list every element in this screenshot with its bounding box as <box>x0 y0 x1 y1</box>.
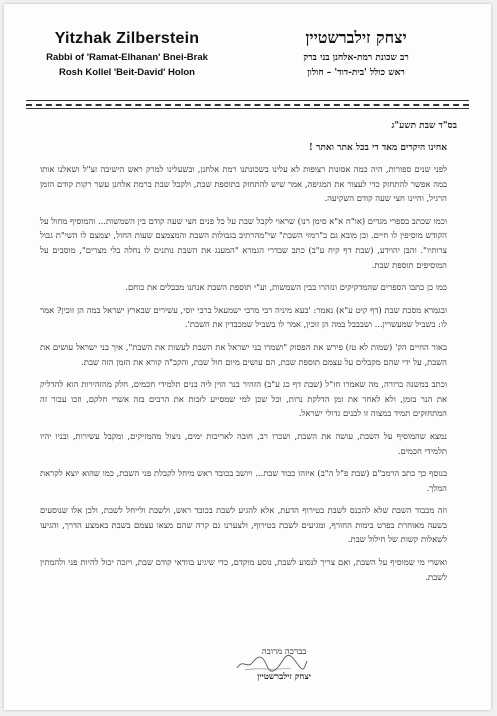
body-paragraph: באור החיים הק' (שמות לא טז) פירש את הפסוק "ושמרו בני ישראל את השבת לעשות את השבת", איך בני ישראל עושים את השבת, על ידי שהם מקבלים על עצמם תוספת שבת, הם עושים מיום חול שבת, והקב"ה קורא את הזמן הזה שבת. <box>40 341 447 367</box>
handwritten-signature <box>233 652 309 674</box>
letterhead-divider-top <box>26 100 469 101</box>
letter-body <box>40 162 447 592</box>
signatory-name: יצחק זילברשטיין <box>257 672 311 682</box>
letterhead-position-hebrew: ראש כולל 'בית-דוד' – חולון <box>307 68 405 78</box>
body-paragraph: נמצא שהמוסיף על השבת, עושה את השבת, ושכרו רב, חובה לאריכות ימים, ניצול מהמזיקים, ומקבל עשירות, ובניו יהיו תלמידי חכמים. <box>40 430 447 456</box>
letterhead-divider-bottom <box>26 108 469 109</box>
body-paragraph: ואשרי מי שמוסיף על השבת, ואם צריך לנסוע לשבת, נוסע מוקדם, כדי שיגיע בוודאי קודם שבת, ויזכה יכול להיות פני ולהמתין לשבת. <box>40 557 447 582</box>
body-paragraph: ובגמרא מסכת שבת (דף קיט ע"א) נאמר: 'בעא מיניה רבי מרבי ישמעאל ברבי יוסי, עשירים שבארץ ישראל במה הן זוכין? אמר לו: בשביל שמעשרין... ושבבבל במה הן זוכין, אמר לו בשביל שמכבדין את השבת'. <box>40 304 447 330</box>
greeting: אחינו היקרים מאד די בכל אתר ואתר ! <box>308 143 447 153</box>
letterhead-name-hebrew: יצחק זילברשטיין <box>305 28 407 47</box>
body-paragraph: וזה מכבוד השבת שלא להכנס לשבת בטירוף הדעת, אלא להגיע לשבת בכובד ראש, ולשבת ולייחל לשבת, ולכן אלו שנוסעים בשעה מאוחרת בפרט בימות החורף, ומגיעים לשבת בטירוף, ולצערנו גם קרה שהם מצאו עצמם בשבת באמצע הדרך, והגיעו לשאלות קשות של חילול שבת. <box>40 505 447 545</box>
letterhead-title-hebrew: רב שכונת רמת-אלחנן בני ברק <box>303 53 409 63</box>
body-paragraph: בנוסף כך כתב הרמב"ם (שבת פ"ל ה"ב) איזהו כבוד שבת... ויושב בכובד ראש מיחל לקבלת פני השבת, כמו שהוא יוצא לקראת המלך. <box>40 468 447 493</box>
letter-page <box>4 4 491 710</box>
date-line: בס"ד שבת תשע"ג <box>391 121 457 131</box>
letterhead-hebrew <box>251 28 461 78</box>
closing-blessing: בברכה מרובה <box>261 647 307 657</box>
letterhead-title-english: Rabbi of 'Ramat-Elhanan' Bnei-Brak <box>46 52 208 63</box>
body-paragraph: כמו כן כתבו הספרים שהמדקיקים ונזהרו בבין השמשות, וע"י תוספת השבת אנחנו מכבלים את כוחם. <box>125 282 447 293</box>
letterhead-name-english: Yitzhak Zilberstein <box>54 30 200 47</box>
letterhead-divider-dashed <box>26 104 469 106</box>
body-paragraph: וכתב במשנה ברורה, מה שאמרו חז"ל (שבת דף כג ע"ב) הזהיר בנר הוין ליה בנים תלמידי חכמים, חלק מהזהירות הוא להדליק את הנר בזמן, ולא לאחר את זמן הדלקת נרות, וכל שכן למי שמסייע לזכות את הרבים בזה אשרי חלקם, וזכו עבור זה המתחזקים תמיד במצוה זו לבנים גדולי ישראל. <box>40 379 447 419</box>
letterhead-english <box>32 30 222 78</box>
body-paragraph: לפני שנים ספורות, היה כמה אסונות רצופות לא עלינו בשכונתנו רמת אלחנן, ובשעלינו למרק ראש הישיבה זצ"ל ושאלנו אותו במה אפשר להתחזק כדי לעצור את המגיפה, אמר שיש להתחזק בתוספת שבת, ולקבל שבת ברמת אלחנן עשר רקות קודם הזמן הרגיל, והיינו חצי שעה קודם השקיעה. <box>40 164 447 204</box>
body-paragraph: וכמו שכתב בספרי מגדים (או"ח א"א סימן רנו) שראוי לקבל שבת על כל פנים חצי שעה קודם בין השמשות... והמוסיף מחול על הקודש מוסיפין לו חיים. ובן מובא גם ב"רמזי השבת" שי"מהרתיב בגבולות השבת והמצמצם שעות החול, יצמצם לו השי"ת גבול צרותיו". והבן יהוידע, (שבת דף קיח ע"ב) כתב שבדרי הגמרא "המענג את השבת נותנים לו נחלה בלי מצרים", מוסבים על המוסיפים תוספת שבת. <box>40 215 447 270</box>
letterhead-position-english: Rosh Kollel 'Beit-David' Holon <box>59 67 195 78</box>
